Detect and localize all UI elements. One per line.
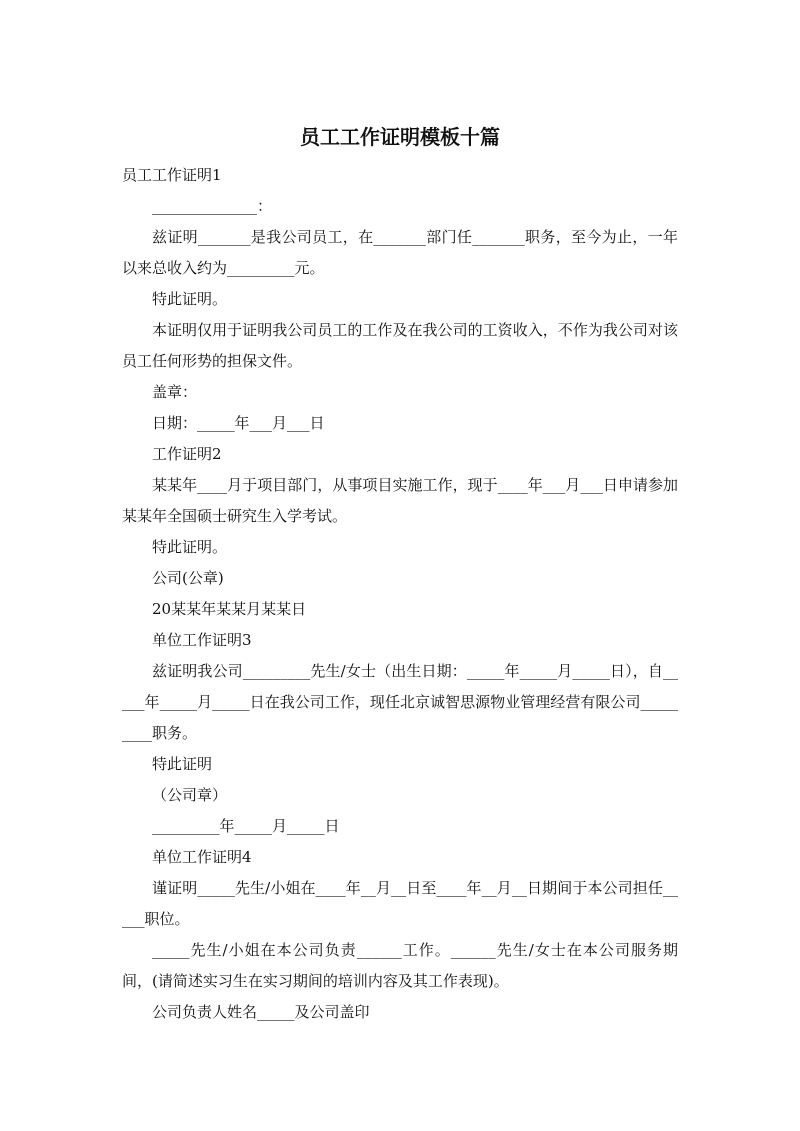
paragraph: 特此证明。 (152, 538, 228, 556)
paragraph: 单位工作证明3 (152, 631, 252, 649)
paragraph: 盖章： (152, 383, 198, 401)
paragraph: 特此证明 (152, 755, 213, 773)
paragraph: 日期：_____年___月___日 (152, 414, 325, 432)
paragraph: 兹证明我公司_________先生/女士（出生日期：_____年_____月_____日），自_____年_____月_____日在我公司工作，现任北京诚智思源物业管理经营有限公司_________职务。 (122, 662, 678, 742)
paragraph: 单位工作证明4 (152, 848, 252, 866)
paragraph: 谨证明_____先生/小姐在____年__月__日至____年__月__日期间于本公司担任_____职位。 (122, 879, 678, 928)
document-body (122, 160, 678, 1028)
document-title: 员工工作证明模板十篇 (300, 125, 500, 149)
paragraph: （公司章） (152, 786, 228, 804)
paragraph: 本证明仅用于证明我公司员工的工作及在我公司的工资收入，不作为我公司对该员工任何形势的担保文件。 (122, 321, 678, 370)
paragraph: 20某某年某某月某某日 (152, 600, 307, 618)
paragraph: 工作证明2 (152, 445, 222, 463)
paragraph: _____先生/小姐在本公司负责______工作。______先生/女士在本公司服务期间，(请简述实习生在实习期间的培训内容及其工作表现)。 (122, 941, 678, 990)
paragraph: 员工工作证明1 (122, 166, 222, 184)
paragraph: 公司负责人姓名_____及公司盖印 (152, 1003, 370, 1021)
paragraph: _________年_____月_____日 (152, 817, 340, 835)
paragraph: ______________： (152, 197, 273, 215)
paragraph: 兹证明_______是我公司员工，在_______部门任_______职务，至今为止，一年以来总收入约为_________元。 (122, 228, 678, 277)
paragraph: 某某年____月于项目部门，从事项目实施工作，现于____年___月___日申请参加某某年全国硕士研究生入学考试。 (122, 476, 678, 525)
paragraph: 特此证明。 (152, 290, 228, 308)
paragraph: 公司(公章) (152, 569, 224, 587)
